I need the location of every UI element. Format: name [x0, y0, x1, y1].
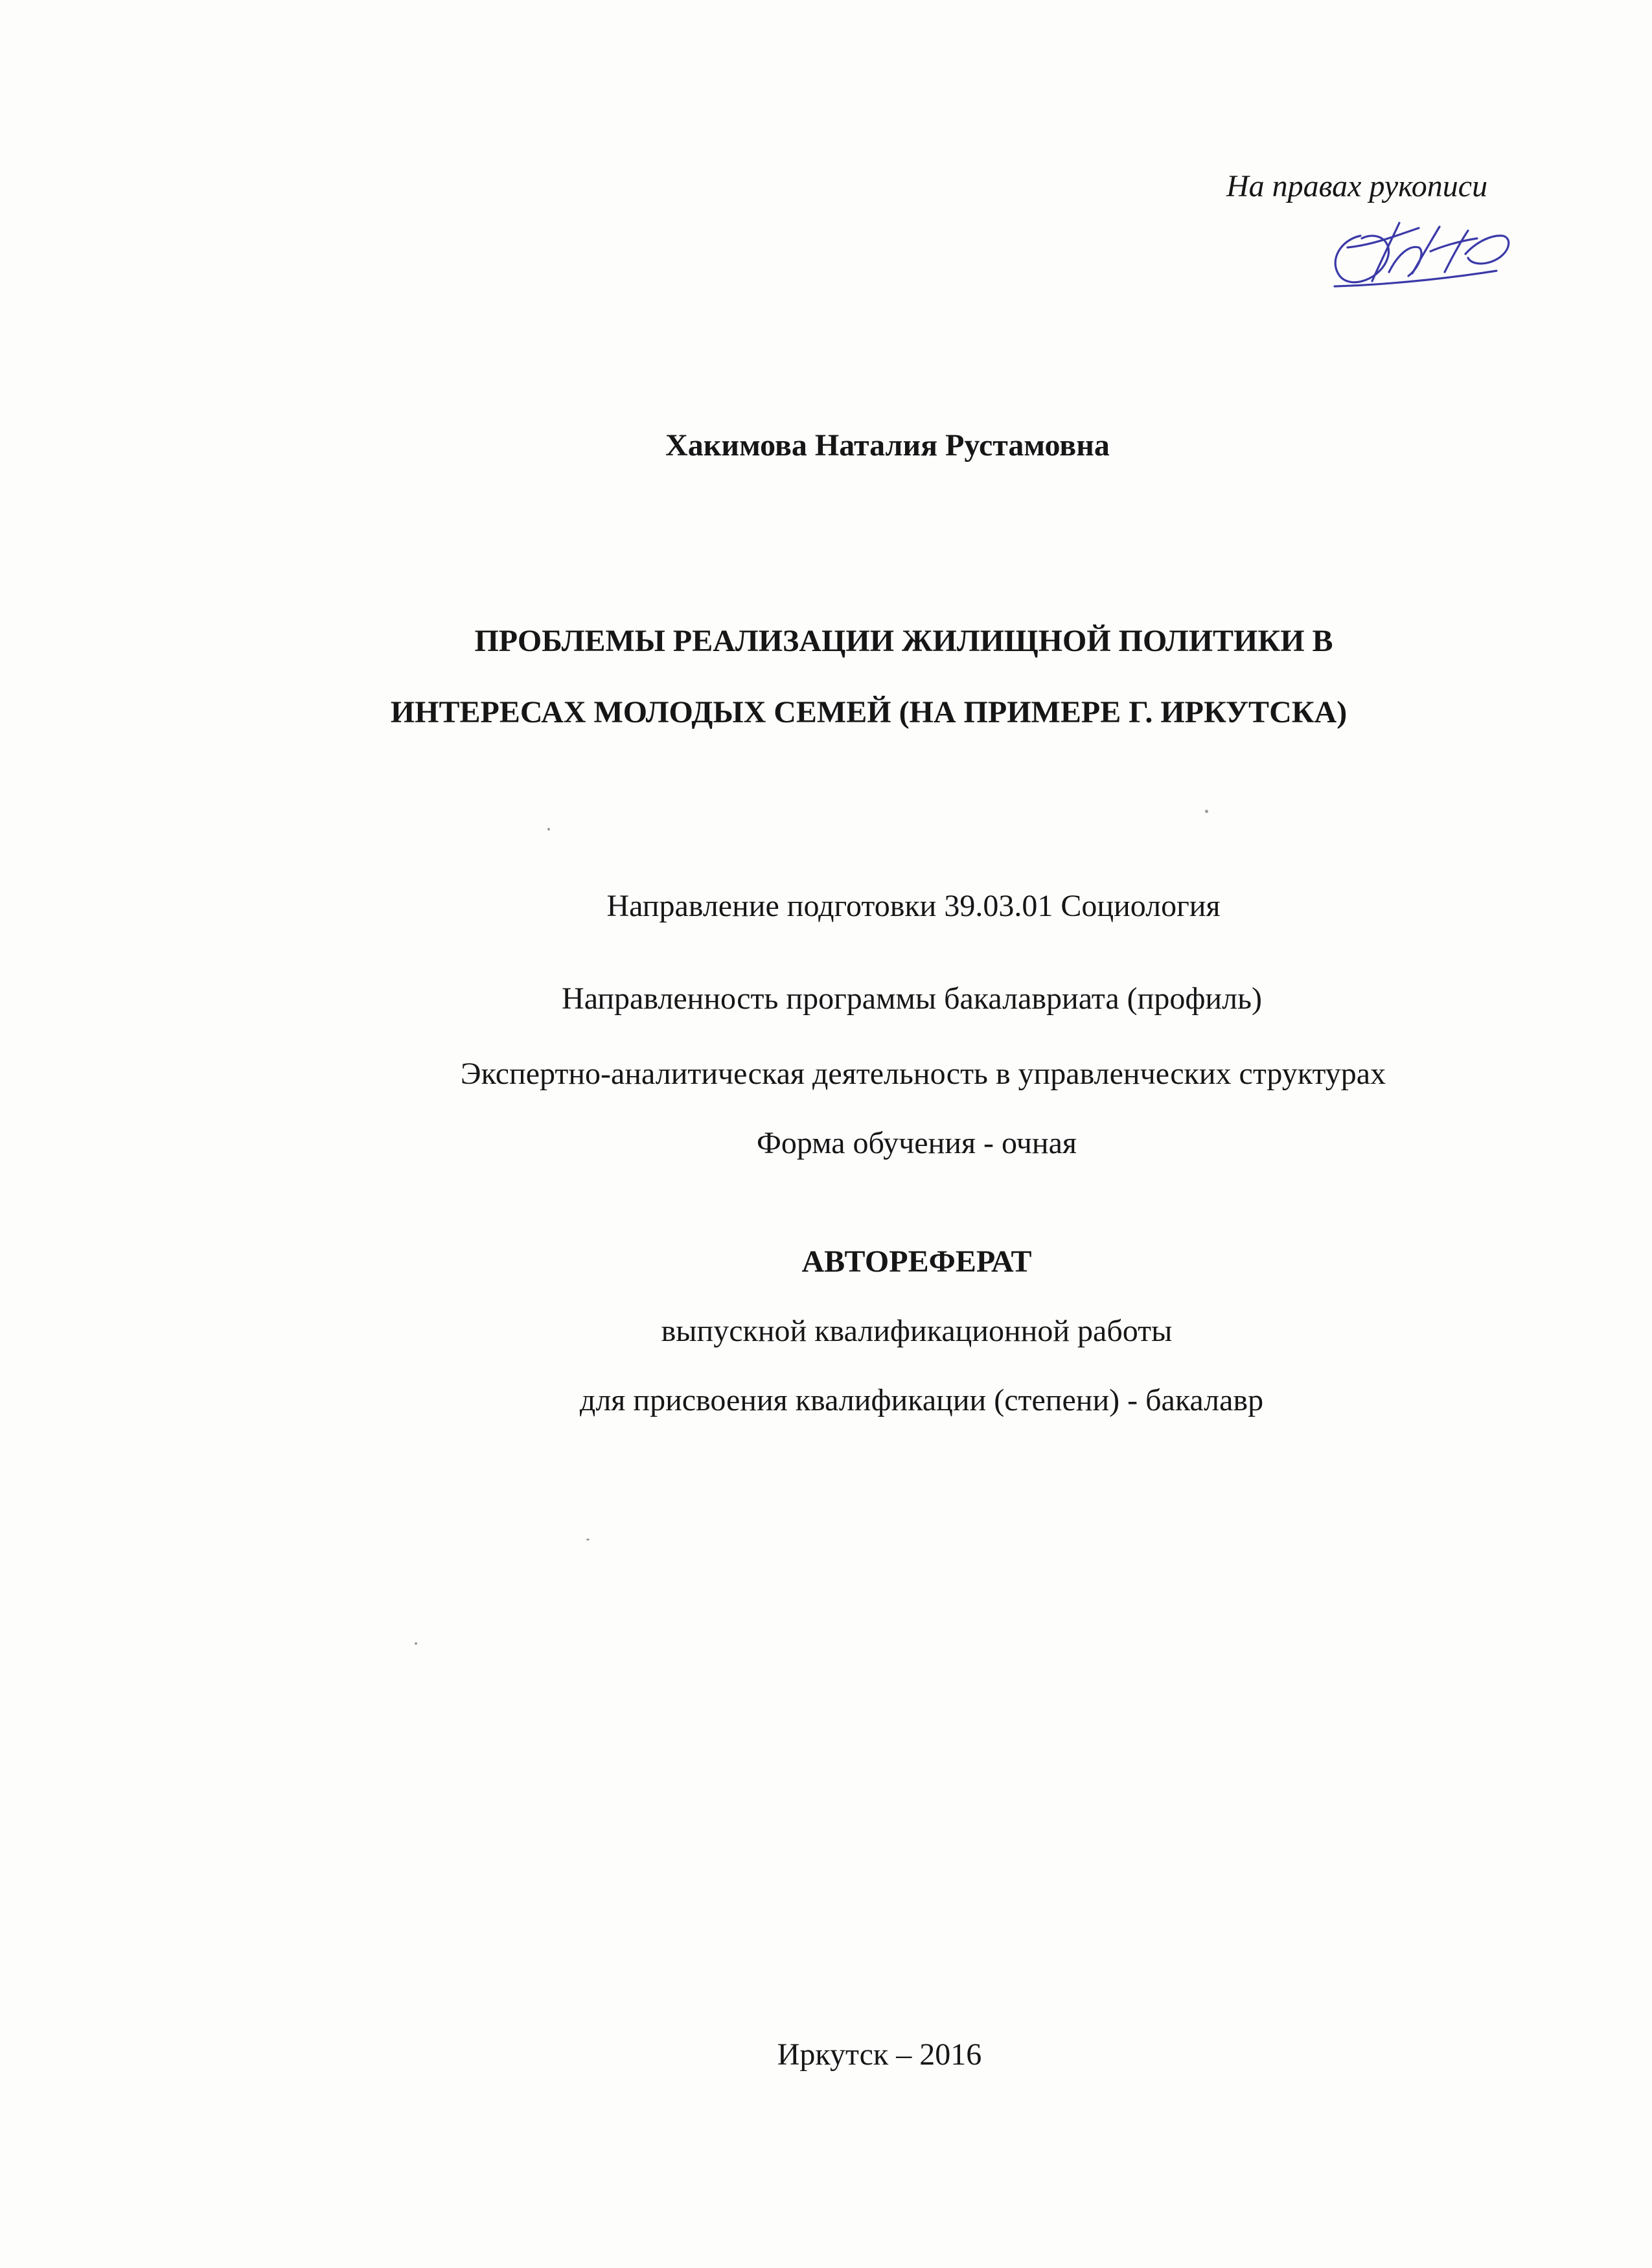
- handwritten-signature: [1322, 209, 1516, 296]
- document-type: АВТОРЕФЕРАТ: [801, 1244, 1032, 1279]
- thesis-title-line-2: ИНТЕРЕСАХ МОЛОДЫХ СЕМЕЙ (НА ПРИМЕРЕ Г. ИРКУТСКА): [390, 695, 1348, 729]
- scan-speck: [1205, 810, 1208, 813]
- thesis-title-line-1: ПРОБЛЕМЫ РЕАЛИЗАЦИИ ЖИЛИЩНОЙ ПОЛИТИКИ В: [474, 624, 1333, 658]
- city-year: Иркутск – 2016: [777, 2037, 982, 2072]
- study-form: Форма обучения - очная: [757, 1126, 1077, 1160]
- author-name: Хакимова Наталия Рустамовна: [665, 428, 1110, 463]
- document-purpose-line-2: для присвоения квалификации (степени) - бакалавр: [579, 1383, 1264, 1417]
- scan-speck: [415, 1642, 417, 1645]
- scan-speck: [586, 1539, 590, 1541]
- program-profile-heading: Направленность программы бакалавриата (профиль): [562, 981, 1262, 1016]
- scan-speck: [547, 828, 550, 830]
- document-purpose-line-1: выпускной квалификационной работы: [661, 1314, 1173, 1348]
- manuscript-note: На правах рукописи: [1226, 169, 1488, 203]
- program-profile-name: Экспертно-аналитическая деятельность в управленческих структурах: [460, 1057, 1386, 1091]
- study-direction: Направление подготовки 39.03.01 Социология: [606, 889, 1221, 923]
